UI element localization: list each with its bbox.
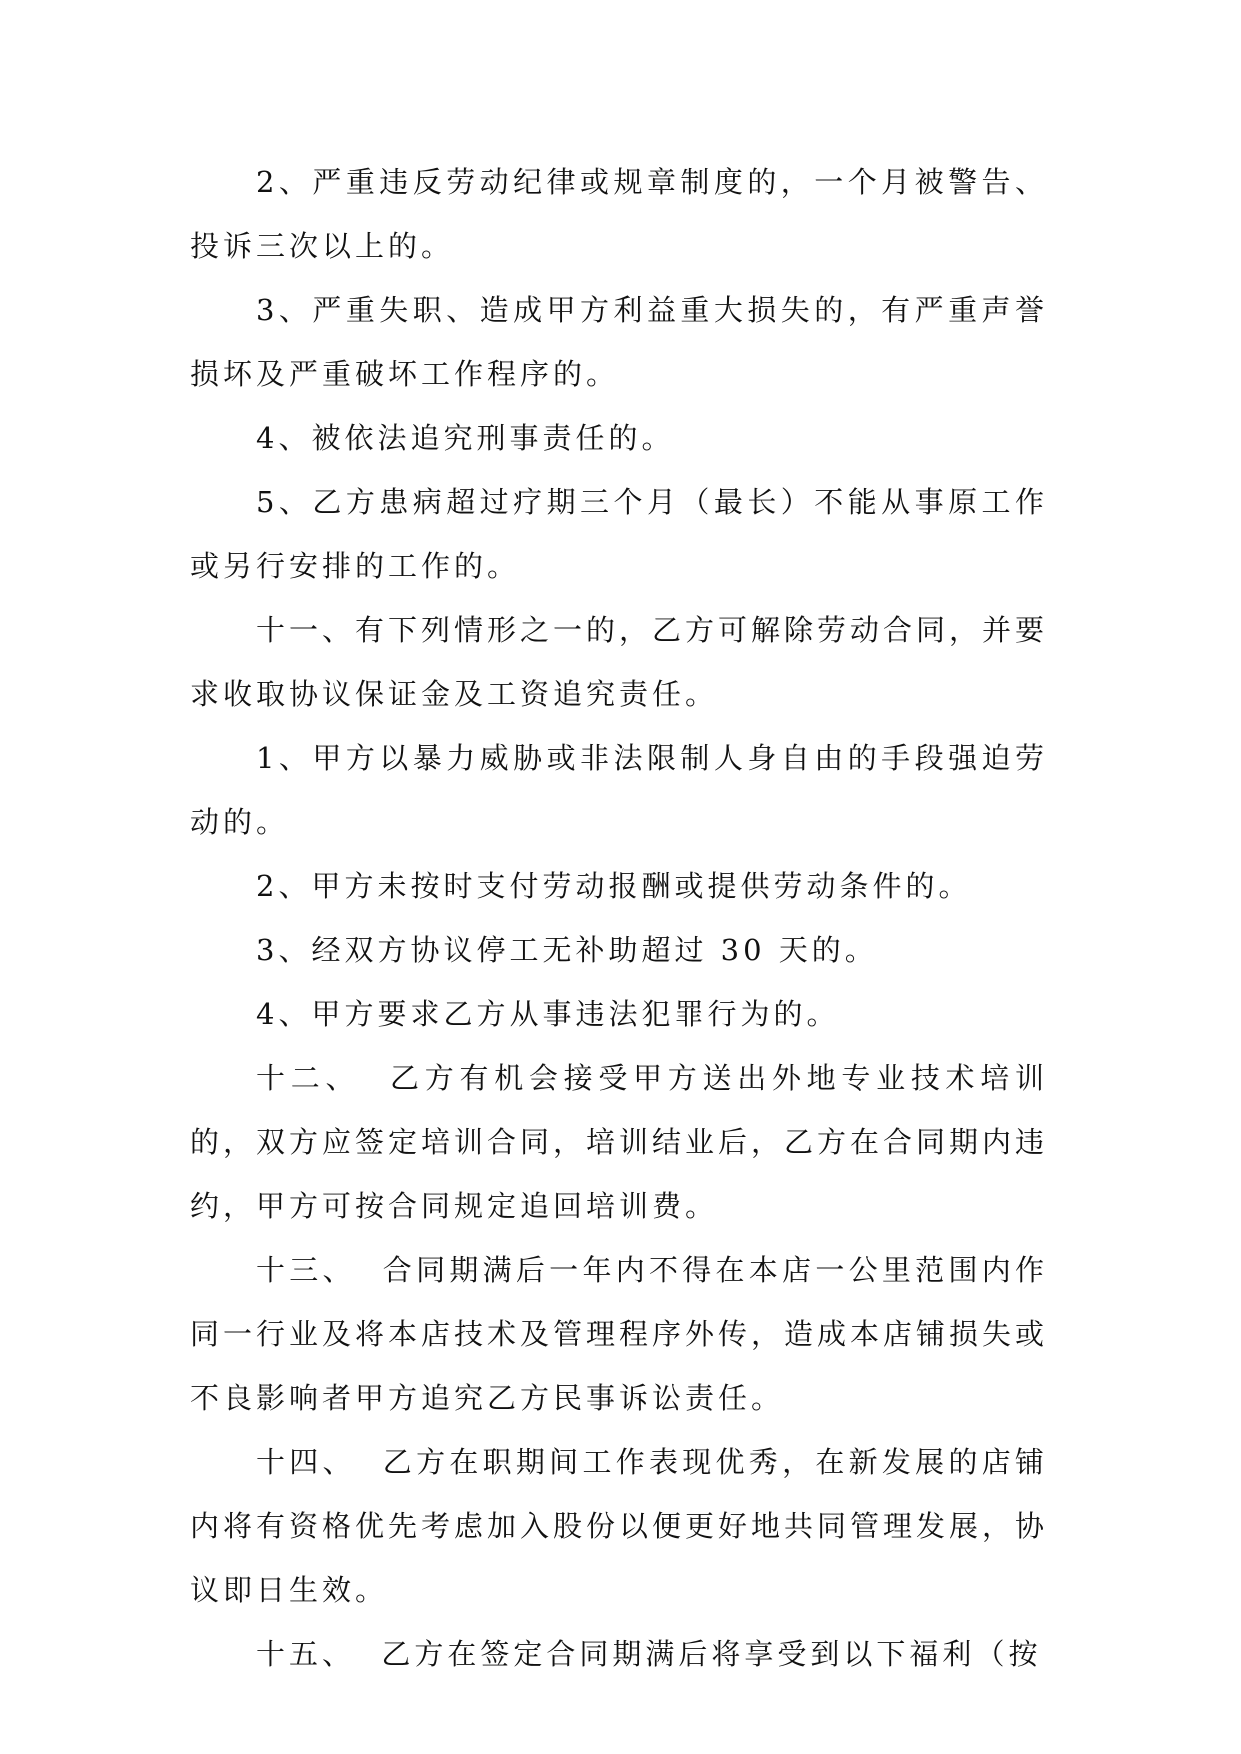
paragraph-article-11: 十一、有下列情形之一的，乙方可解除劳动合同，并要求收取协议保证金及工资追究责任。 — [190, 613, 1049, 711]
document-body — [190, 150, 1048, 1686]
paragraph-clause-3: 3、严重失职、造成甲方利益重大损失的，有严重声誉损坏及严重破坏工作程序的。 — [190, 293, 1048, 391]
paragraph-article-11-item-4: 4、甲方要求乙方从事违法犯罪行为的。 — [256, 997, 840, 1031]
paragraph-clause-4: 4、被依法追究刑事责任的。 — [256, 421, 675, 455]
paragraph-article-13: 十三、 合同期满后一年内不得在本店一公里范围内作同一行业及将本店技术及管理程序外传，造成本店铺损失或不良影响者甲方追究乙方民事诉讼责任。 — [190, 1253, 1049, 1415]
paragraph-article-14: 十四、 乙方在职期间工作表现优秀，在新发展的店铺内将有资格优先考虑加入股份以便更好地共同管理发展，协议即日生效。 — [190, 1445, 1049, 1607]
paragraph-article-12: 十二、 乙方有机会接受甲方送出外地专业技术培训的，双方应签定培训合同，培训结业后，乙方在合同期内违约，甲方可按合同规定追回培训费。 — [190, 1061, 1049, 1223]
paragraph-article-15: 十五、 乙方在签定合同期满后将享受到以下福利（按 — [256, 1637, 1042, 1671]
paragraph-article-11-item-1: 1、甲方以暴力威胁或非法限制人身自由的手段强迫劳动的。 — [190, 741, 1048, 839]
paragraph-clause-5: 5、乙方患病超过疗期三个月（最长）不能从事原工作或另行安排的工作的。 — [190, 485, 1048, 583]
paragraph-article-11-item-2: 2、甲方未按时支付劳动报酬或提供劳动条件的。 — [256, 869, 972, 903]
paragraph-clause-2: 2、严重违反劳动纪律或规章制度的，一个月被警告、投诉三次以上的。 — [190, 165, 1048, 263]
paragraph-article-11-item-3: 3、经双方协议停工无补助超过 30 天的。 — [256, 933, 878, 967]
